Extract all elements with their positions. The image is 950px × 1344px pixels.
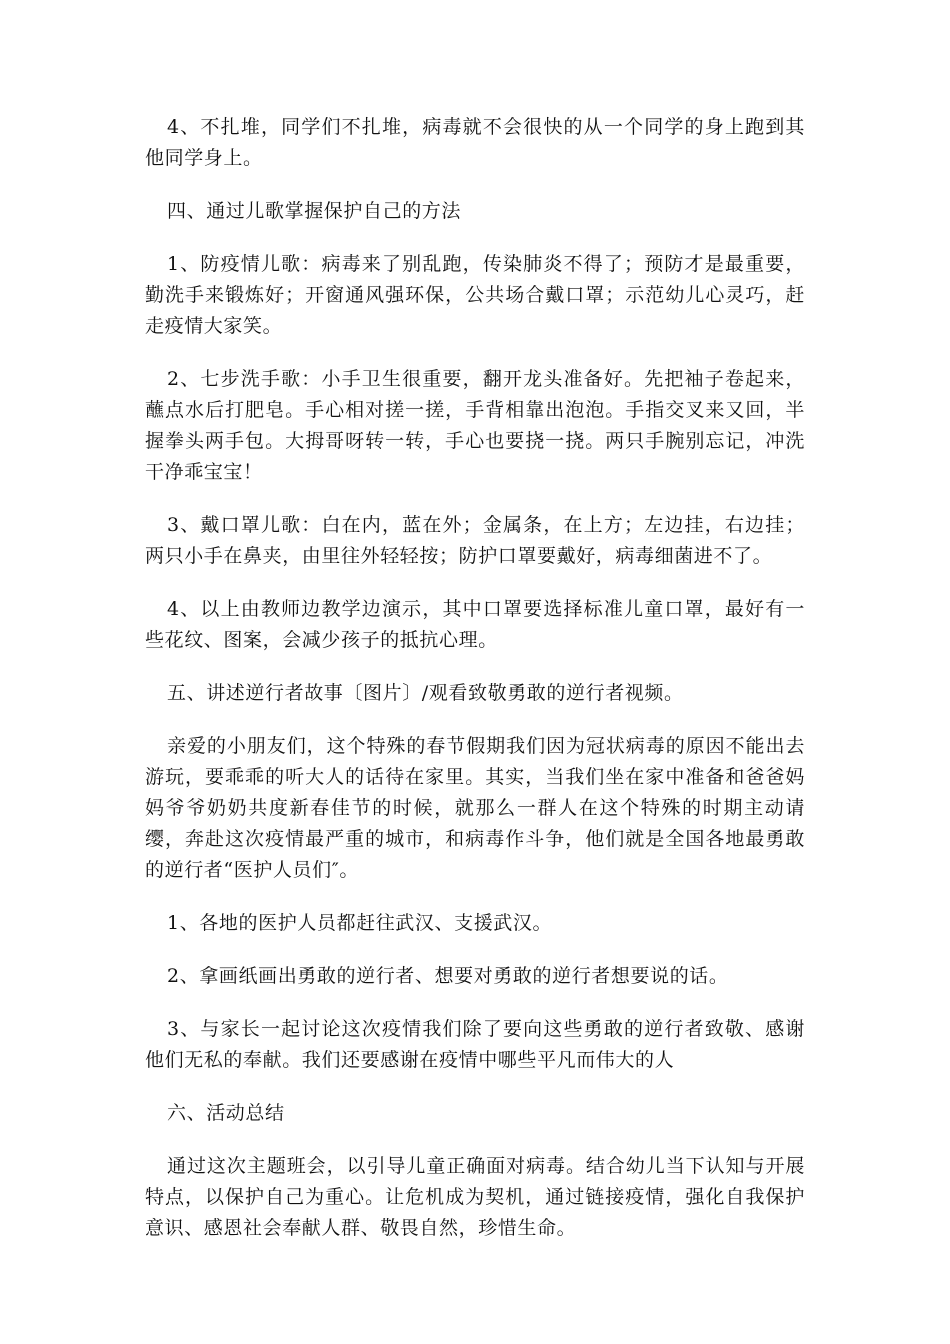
section-heading-heroes-story: 五、讲述逆行者故事〔图片〕/观看致敬勇敢的逆行者视频。 — [167, 682, 684, 704]
paragraph-summary: 通过这次主题班会，以引导儿童正确面对病毒。结合幼儿当下认知与开展特点，以保护自己为重心。让危机成为契机，通过链接疫情，强化自我保护意识、感恩社会奉献人群、敬畏自然，珍惜生命。 — [145, 1155, 805, 1239]
document-body — [145, 112, 805, 1266]
paragraph-medical-staff: 1、各地的医护人员都赶往武汉、支援武汉。 — [167, 912, 553, 934]
paragraph-heroes-intro: 亲爱的小朋友们，这个特殊的春节假期我们因为冠状病毒的原因不能出去游玩，要乖乖的听大人的话待在家里。其实，当我们坐在家中准备和爸爸妈妈爷爷奶奶共度新春佳节的时候，就那么一群人在这个特殊的时期主动请缨，奔赴这次疫情最严重的城市，和病毒作斗争，他们就是全国各地最勇敢的逆行者“医护人员们″。 — [145, 735, 805, 881]
paragraph-family-discussion: 3、与家长一起讨论这次疫情我们除了要向这些勇敢的逆行者致敬、感谢他们无私的奉献。我们还要感谢在疫情中哪些平凡而伟大的人 — [145, 1018, 805, 1071]
paragraph-epidemic-rhyme: 1、防疫情儿歌：病毒来了别乱跑，传染肺炎不得了；预防才是最重要，勤洗手来锻炼好；开窗通风强环保，公共场合戴口罩；示范幼儿心灵巧，赶走疫情大家笑。 — [145, 253, 805, 337]
paragraph-teacher-demo: 4、以上由教师边教学边演示，其中口罩要选择标准儿童口罩，最好有一些花纹、图案，会减少孩子的抵抗心理。 — [145, 598, 805, 651]
section-heading-summary: 六、活动总结 — [167, 1102, 285, 1124]
paragraph-no-gathering: 4、不扎堆，同学们不扎堆，病毒就不会很快的从一个同学的身上跑到其他同学身上。 — [145, 116, 805, 169]
paragraph-handwashing-rhyme: 2、七步洗手歌：小手卫生很重要，翻开龙头准备好。先把袖子卷起来，蘸点水后打肥皂。手心相对搓一搓，手背相靠出泡泡。手指交叉来又回，半握拳头两手包。大拇哥呀转一转，手心也要挠一挠。两只手腕别忘记，冲洗干净乖宝宝！ — [145, 368, 805, 483]
section-heading-nursery-rhymes: 四、通过儿歌掌握保护自己的方法 — [167, 200, 462, 222]
paragraph-mask-rhyme: 3、戴口罩儿歌：白在内，蓝在外；金属条，在上方；左边挂，右边挂；两只小手在鼻夹，由里往外轻轻按；防护口罩要戴好，病毒细菌进不了。 — [145, 514, 805, 567]
paragraph-drawing-activity: 2、拿画纸画出勇敢的逆行者、想要对勇敢的逆行者想要说的话。 — [167, 965, 729, 987]
